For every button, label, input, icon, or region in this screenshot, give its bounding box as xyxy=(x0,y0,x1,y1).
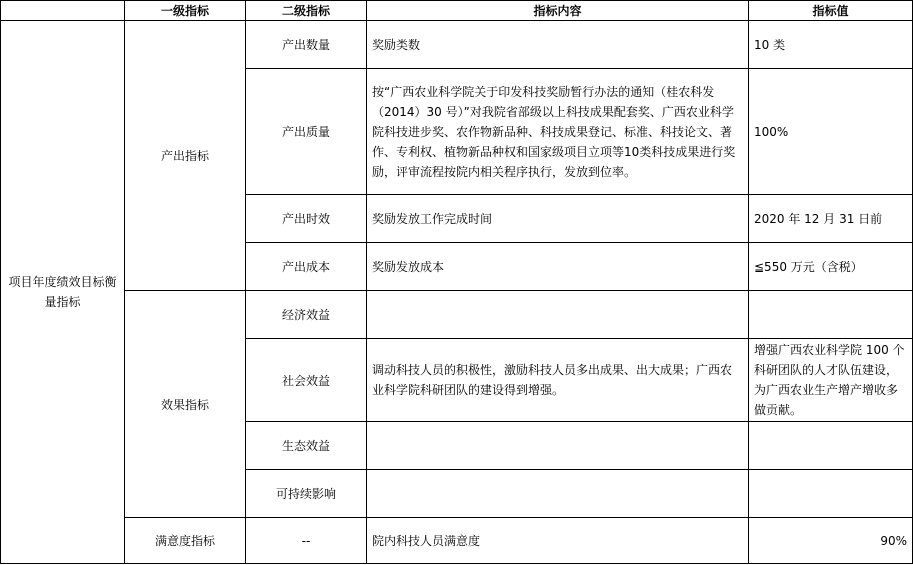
level1-effect: 效果指标 xyxy=(125,291,246,518)
value-cell: ≦550 万元（含税） xyxy=(749,243,913,291)
value-cell xyxy=(749,422,913,470)
level2-cell: 产出数量 xyxy=(246,21,367,69)
table-row xyxy=(1,21,913,69)
content-cell: 按“广西农业科学院关于印发科技奖励暂行办法的通知（桂农科发（2014）30 号）”对我院省部级以上科技成果配套奖、广西农业科学院科技进步奖、农作物新品种、科技成果登记、标准、科技论文、著作、专利权、植物新品种权和国家级项目立项等10类科技成果进行奖励，评审流程按院内相关程序执行，发放到位率。 xyxy=(367,69,749,195)
content-cell: 奖励类数 xyxy=(367,21,749,69)
content-cell: 院内科技人员满意度 xyxy=(367,518,749,564)
table-row xyxy=(1,291,913,339)
value-cell: 10 类 xyxy=(749,21,913,69)
table-row xyxy=(1,518,913,564)
value-cell: 100% xyxy=(749,69,913,195)
level1-output: 产出指标 xyxy=(125,21,246,291)
content-cell xyxy=(367,470,749,518)
content-cell: 奖励发放成本 xyxy=(367,243,749,291)
header-level1: 一级指标 xyxy=(125,1,246,21)
header-blank xyxy=(1,1,125,21)
value-cell xyxy=(749,470,913,518)
level2-cell: 生态效益 xyxy=(246,422,367,470)
header-value: 指标值 xyxy=(749,1,913,21)
level2-cell: 产出质量 xyxy=(246,69,367,195)
value-cell: 增强广西农业科学院 100 个科研团队的人才队伍建设，为广西农业生产增产增收多做贡献。 xyxy=(749,339,913,422)
level2-cell: 经济效益 xyxy=(246,291,367,339)
level2-cell: 可持续影响 xyxy=(246,470,367,518)
value-cell xyxy=(749,291,913,339)
content-cell: 调动科技人员的积极性，激励科技人员多出成果、出大成果；广西农业科学院科研团队的建设得到增强。 xyxy=(367,339,749,422)
level2-cell: 产出成本 xyxy=(246,243,367,291)
header-level2: 二级指标 xyxy=(246,1,367,21)
level1-satisfaction: 满意度指标 xyxy=(125,518,246,564)
level2-cell: 产出时效 xyxy=(246,195,367,243)
value-cell: 2020 年 12 月 31 日前 xyxy=(749,195,913,243)
content-cell xyxy=(367,291,749,339)
content-cell: 奖励发放工作完成时间 xyxy=(367,195,749,243)
content-cell xyxy=(367,422,749,470)
level2-cell: 社会效益 xyxy=(246,339,367,422)
value-cell: 90% xyxy=(749,518,913,564)
header-row xyxy=(1,1,913,21)
row-group-label: 项目年度绩效目标衡量指标 xyxy=(1,21,125,564)
level2-cell: -- xyxy=(246,518,367,564)
header-content: 指标内容 xyxy=(367,1,749,21)
